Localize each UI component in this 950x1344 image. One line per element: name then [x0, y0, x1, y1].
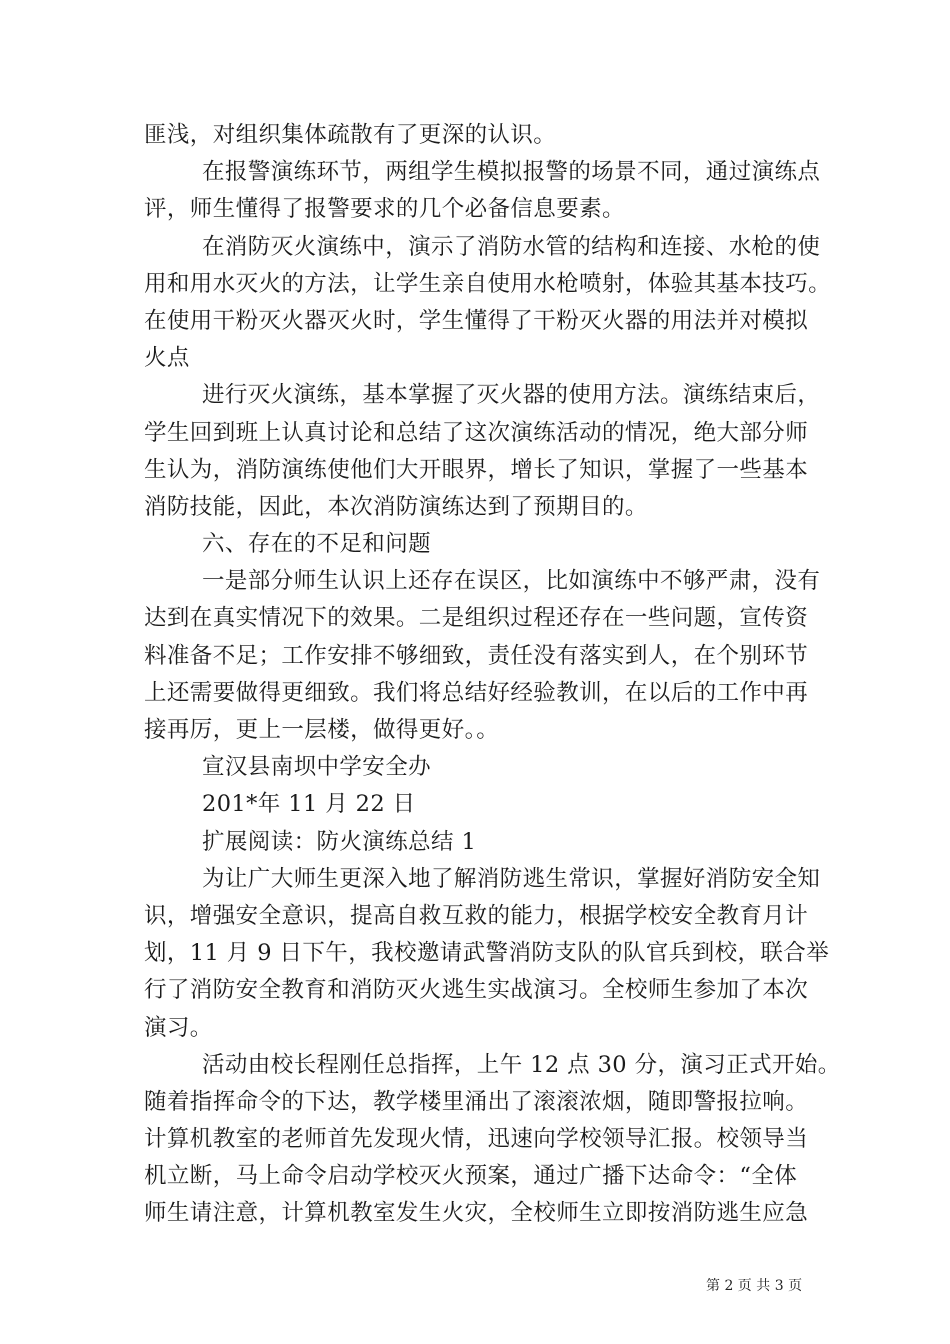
text-line: 行了消防安全教育和消防灭火逃生实战演习。全校师生参加了本次 [144, 977, 809, 1004]
text-line: 宣汉县南坝中学安全办 [202, 754, 432, 781]
text-line: 计算机教室的老师首先发现火情，迅速向学校领导汇报。校领导当 [144, 1126, 809, 1153]
text-line: 在消防灭火演练中，演示了消防水管的结构和连接、水枪的使 [202, 233, 821, 260]
text-line: 一是部分师生认识上还存在误区，比如演练中不够严肃，没有 [202, 568, 821, 595]
text-line: 活动由校长程刚任总指挥，上午 12 点 30 分，演习正式开始。 [202, 1051, 841, 1078]
text-line: 匪浅，对组织集体疏散有了更深的认识。 [144, 122, 557, 148]
text-line: 在报警演练环节，两组学生模拟报警的场景不同，通过演练点 [202, 159, 821, 186]
text-line: 学生回到班上认真讨论和总结了这次演练活动的情况，绝大部分师 [144, 419, 809, 446]
text-line: 上还需要做得更细致。我们将总结好经验教训，在以后的工作中再 [144, 679, 809, 706]
text-line: 进行灭火演练，基本掌握了灭火器的使用方法。演练结束后， [202, 382, 821, 409]
text-line: 在使用干粉灭火器灭火时，学生懂得了干粉灭火器的用法并对模拟 [144, 307, 809, 334]
text-line: 六、存在的不足和问题 [202, 531, 432, 558]
document-body [144, 117, 841, 1233]
page-number-footer: 第 2 页 共 3 页 [706, 1278, 803, 1294]
text-line: 用和用水灭火的方法，让学生亲自使用水枪喷射，体验其基本技巧。 [144, 270, 832, 297]
text-line: 评，师生懂得了报警要求的几个必备信息要素。 [144, 196, 625, 223]
text-line: 划，11 月 9 日下午，我校邀请武警消防支队的队官兵到校，联合举 [144, 940, 830, 967]
text-line: 火点 [144, 345, 190, 372]
text-line: 达到在真实情况下的效果。二是组织过程还存在一些问题，宣传资 [144, 605, 809, 632]
text-line: 演习。 [144, 1014, 213, 1041]
text-line: 师生请注意，计算机教室发生火灾，全校师生立即按消防逃生应急 [144, 1200, 809, 1227]
text-line: 为让广大师生更深入地了解消防逃生常识，掌握好消防安全知 [202, 865, 821, 892]
text-line: 消防技能，因此，本次消防演练达到了预期目的。 [144, 493, 648, 520]
text-line: 生认为，消防演练使他们大开眼界，增长了知识，掌握了一些基本 [144, 456, 809, 483]
text-line: 接再厉，更上一层楼，做得更好。。 [144, 717, 500, 743]
text-line: 随着指挥命令的下达，教学楼里涌出了滚滚浓烟，随即警报拉响。 [144, 1088, 809, 1115]
text-line: 扩展阅读：防火演练总结 1 [202, 828, 477, 855]
text-line: 机立断，马上命令启动学校灭火预案，通过广播下达命令：“全体 [144, 1163, 798, 1190]
text-line: 201*年 11 月 22 日 [202, 791, 416, 818]
text-line: 识，增强安全意识，提高自救互救的能力，根据学校安全教育月计 [144, 902, 809, 929]
text-line: 料准备不足；工作安排不够细致，责任没有落实到人，在个别环节 [144, 642, 809, 669]
